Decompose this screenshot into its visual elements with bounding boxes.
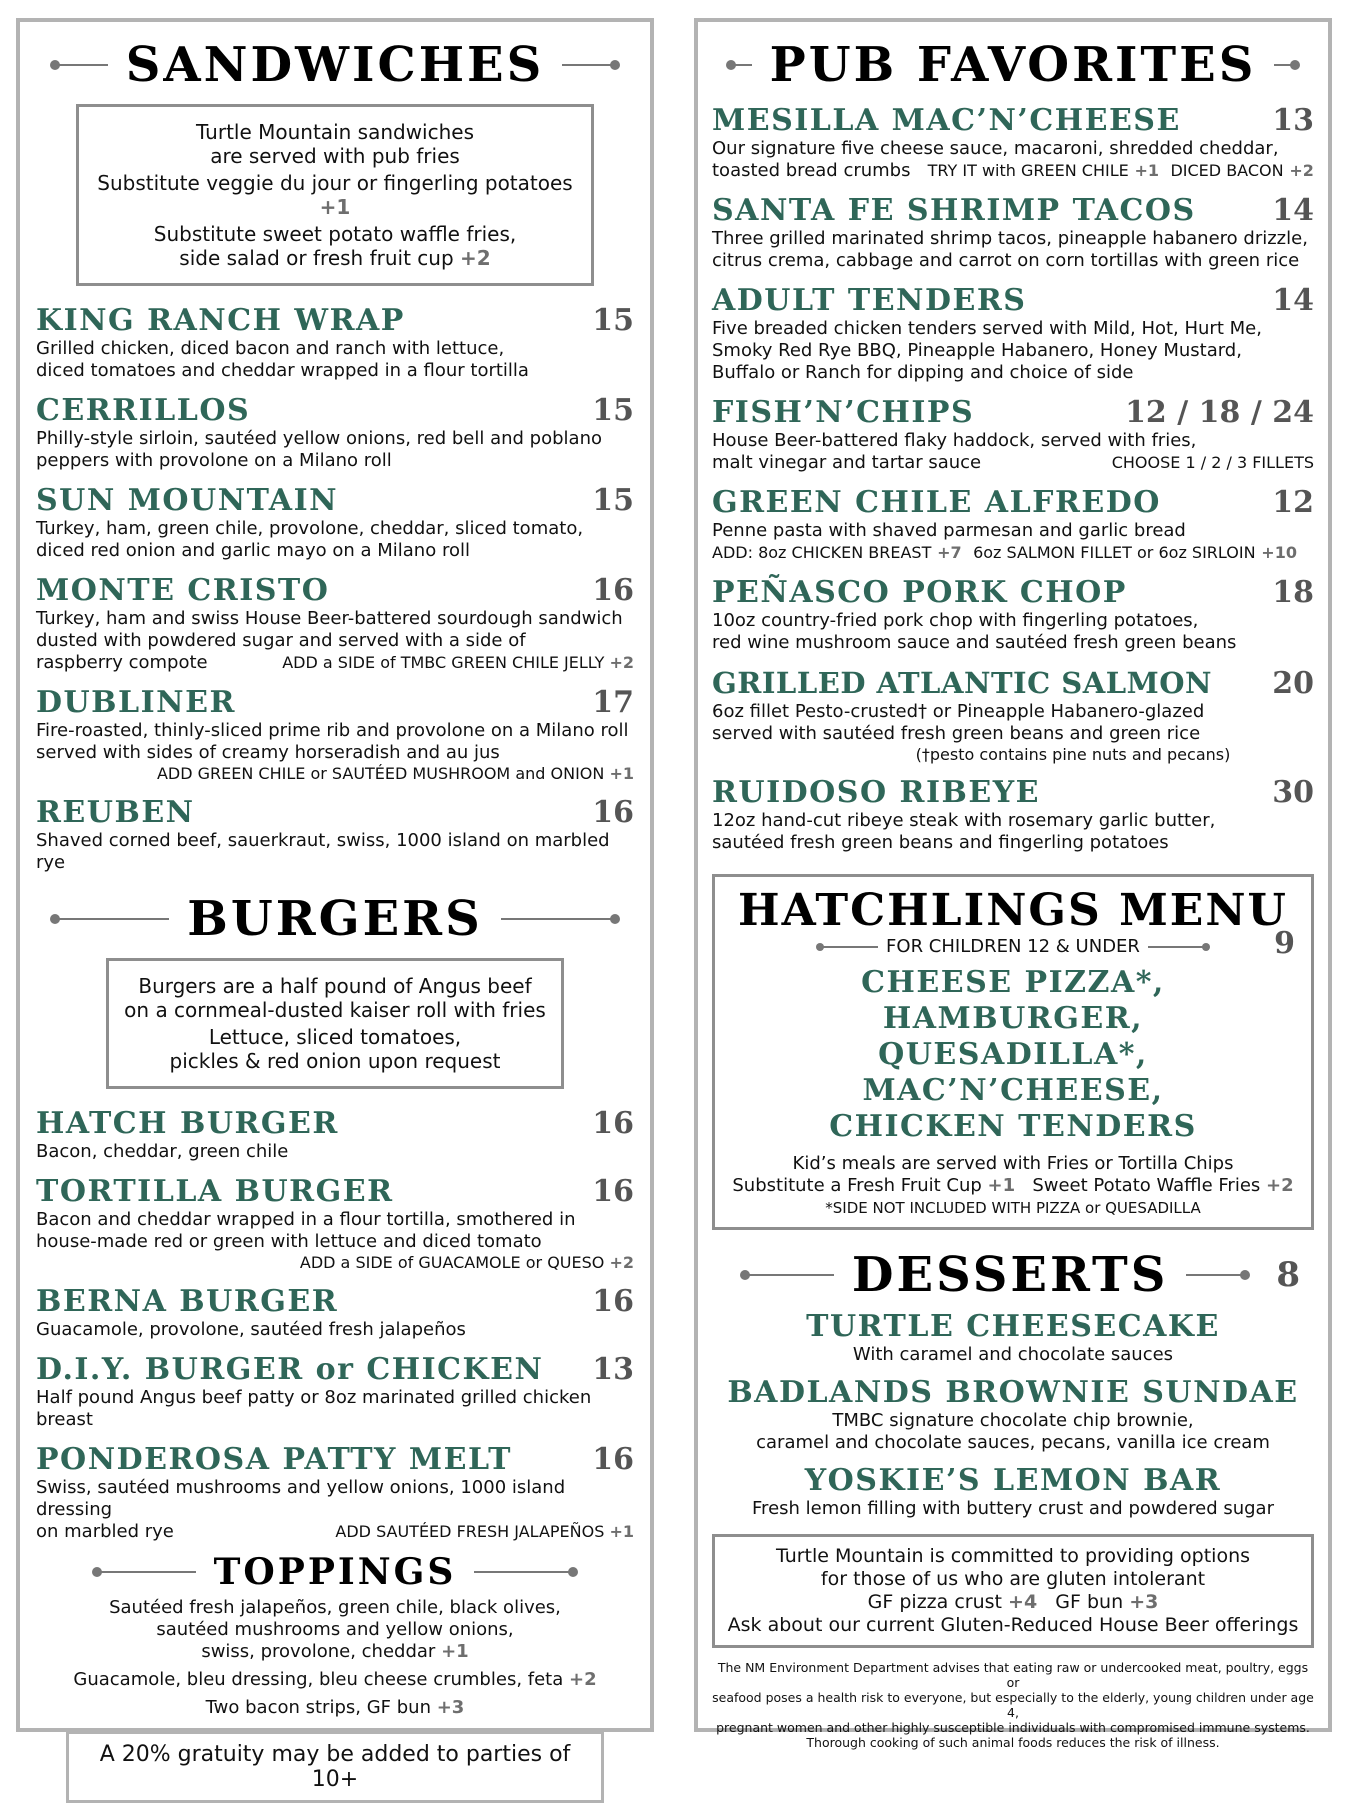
dessert-desc: TMBC signature chocolate chip brownie, — [832, 1410, 1194, 1431]
pub-favorites-title: PUB FAVORITES — [769, 37, 1257, 93]
toppings-line: swiss, provolone, cheddar — [201, 1641, 436, 1662]
header-rule-left — [744, 1274, 834, 1276]
header-rule-right — [474, 1571, 574, 1573]
item-desc: peppers with provolone on a Milano roll — [36, 450, 392, 471]
item-desc: diced red onion and garlic mayo on a Milano roll — [36, 540, 470, 561]
sandwiches-header — [36, 30, 634, 100]
hatchlings-age-note: FOR CHILDREN 12 & UNDER — [886, 936, 1140, 957]
upcharge: +1 — [987, 1175, 1016, 1196]
disclaimer-line: The NM Environment Department advises that eating raw or undercooked meat, poultry, eggs or — [717, 1660, 1309, 1690]
menu-item-king-ranch-wrap — [36, 304, 634, 382]
note-line: side salad or fresh fruit cup — [179, 246, 454, 270]
gf-line: Ask about our current Gluten-Reduced House Beer offerings — [727, 1614, 1299, 1636]
item-desc: House Beer-battered flaky haddock, served with fries, — [712, 430, 1197, 451]
hatchlings-subtitle — [731, 926, 1295, 961]
item-name: FISH’N’CHIPS — [712, 395, 975, 430]
item-desc: Five breaded chicken tenders served with Mild, Hot, Hurt Me, — [712, 318, 1262, 339]
item-addon: CHOOSE 1 / 2 / 3 FILLETS — [1111, 453, 1314, 472]
hatchlings-note: Kid’s meals are served with Fries or Tortilla Chips — [792, 1153, 1234, 1174]
burgers-note-box — [106, 958, 564, 1089]
note-line: Substitute veggie du jour or fingerling potatoes — [97, 171, 573, 195]
dessert-item-badlands-brownie-sundae — [712, 1376, 1314, 1454]
item-name: D.I.Y. BURGER or CHICKEN — [36, 1352, 544, 1387]
item-desc: Turkey, ham and swiss House Beer-battered sourdough sandwich — [36, 608, 623, 629]
item-name: PEÑASCO PORK CHOP — [712, 575, 1127, 610]
item-name: GREEN CHILE ALFREDO — [712, 485, 1161, 520]
upcharge: +1 — [319, 195, 351, 219]
menu-item-santa-fe-shrimp-tacos — [712, 194, 1314, 272]
item-name: HATCH BURGER — [36, 1106, 339, 1141]
item-name: SANTA FE SHRIMP TACOS — [712, 193, 1196, 228]
item-addon: ADD GREEN CHILE or SAUTÉED MUSHROOM and ONION — [156, 764, 605, 783]
toppings-line: sautéed mushrooms and yellow onions, — [156, 1619, 514, 1640]
note-line: pickles & red onion upon request — [169, 1049, 501, 1073]
toppings-line: Sautéed fresh jalapeños, green chile, black olives, — [109, 1597, 561, 1618]
header-rule-right — [501, 918, 616, 920]
item-desc: Our signature five cheese sauce, macaroni, shredded cheddar, — [712, 138, 1279, 159]
item-desc: citrus crema, cabbage and carrot on corn tortillas with green rice — [712, 250, 1300, 271]
upcharge: +1 — [609, 764, 634, 783]
item-desc: Bacon and cheddar wrapped in a flour tortilla, smothered in — [36, 1209, 576, 1230]
upcharge: +2 — [460, 246, 491, 270]
item-price: 30 — [1272, 775, 1314, 810]
toppings-line: Guacamole, bleu dressing, bleu cheese crumbles, feta — [73, 1669, 564, 1690]
desserts-price: 8 — [1276, 1255, 1301, 1295]
item-price: 13 — [592, 1352, 634, 1387]
sub-rule-left — [818, 946, 878, 948]
menu-item-ponderosa-patty-melt — [36, 1443, 634, 1543]
item-price: 15 — [592, 303, 634, 338]
menu-item-reuben — [36, 796, 634, 874]
gf-line: GF pizza crust — [867, 1591, 1002, 1613]
dessert-name: BADLANDS BROWNIE SUNDAE — [727, 1375, 1299, 1410]
item-price: 15 — [592, 393, 634, 428]
item-price: 16 — [592, 1442, 634, 1477]
menu-item-tortilla-burger — [36, 1175, 634, 1273]
disclaimer-line: pregnant women and other highly susceptible individuals with compromised immune systems. — [716, 1720, 1310, 1735]
item-desc: Bacon, cheddar, green chile — [36, 1141, 289, 1162]
burgers-header — [36, 884, 634, 954]
dessert-desc: Fresh lemon filling with buttery crust and powdered sugar — [752, 1498, 1274, 1519]
upcharge: +2 — [609, 1253, 634, 1272]
note-line: Substitute sweet potato waffle fries, — [153, 222, 517, 246]
gluten-free-box — [712, 1534, 1314, 1648]
menu-item-penasco-pork-chop — [712, 576, 1314, 654]
toppings-header — [36, 1547, 634, 1597]
menu-item-dubliner — [36, 686, 634, 784]
item-desc: malt vinegar and tartar sauce — [712, 452, 982, 473]
item-desc: Fire-roasted, thinly-sliced prime rib and provolone on a Milano roll — [36, 720, 629, 741]
item-desc: toasted bread crumbs — [712, 160, 911, 181]
item-name: DUBLINER — [36, 685, 236, 720]
item-name: KING RANCH WRAP — [36, 303, 405, 338]
hatchlings-menu-box — [712, 874, 1314, 1230]
item-name: RUIDOSO RIBEYE — [712, 775, 1040, 810]
item-price: 15 — [592, 483, 634, 518]
item-addon: 6oz SALMON FILLET or 6oz SIRLOIN — [973, 543, 1256, 562]
note-line: on a cornmeal-dusted kaiser roll with fries — [124, 998, 546, 1022]
item-desc: 12oz hand-cut ribeye steak with rosemary garlic butter, — [712, 810, 1216, 831]
hatchlings-price: 9 — [1274, 926, 1295, 961]
menu-item-grilled-atlantic-salmon — [712, 666, 1314, 764]
upcharge: +1 — [1134, 161, 1160, 180]
item-addon: DICED BACON — [1170, 161, 1284, 180]
header-rule-left — [54, 918, 169, 920]
item-desc: raspberry compote — [36, 652, 208, 673]
sandwiches-note-box — [76, 104, 594, 286]
item-desc: Smoky Red Rye BBQ, Pineapple Habanero, Honey Mustard, — [712, 340, 1242, 361]
hatchlings-footnote: *SIDE NOT INCLUDED WITH PIZZA or QUESADILLA — [825, 1199, 1201, 1217]
item-price: 16 — [592, 1174, 634, 1209]
item-price: 16 — [592, 573, 634, 608]
upcharge: +3 — [1129, 1591, 1159, 1613]
desserts-header — [712, 1240, 1314, 1310]
upcharge: +1 — [441, 1641, 469, 1662]
menu-item-sun-mountain — [36, 484, 634, 562]
header-rule-right — [1186, 1274, 1246, 1276]
burgers-title: BURGERS — [187, 891, 483, 947]
sandwiches-title: SANDWICHES — [125, 37, 545, 93]
item-price: 18 — [1272, 575, 1314, 610]
item-name: GRILLED ATLANTIC SALMON — [712, 666, 1212, 700]
hatchlings-note: Substitute a Fresh Fruit Cup — [732, 1175, 982, 1196]
upcharge: +1 — [609, 1522, 634, 1541]
note-line: Burgers are a half pound of Angus beef — [138, 974, 532, 998]
item-price: 16 — [592, 795, 634, 830]
upcharge: +2 — [1289, 161, 1314, 180]
item-desc: Penne pasta with shaved parmesan and garlic bread — [712, 520, 1186, 541]
note-line: Lettuce, sliced tomatoes, — [208, 1025, 462, 1049]
item-desc: diced tomatoes and cheddar wrapped in a flour tortilla — [36, 360, 529, 381]
left-menu-panel — [16, 18, 654, 1792]
item-price: 16 — [592, 1284, 634, 1319]
dessert-name: YOSKIE’S LEMON BAR — [804, 1463, 1222, 1498]
item-name: REUBEN — [36, 795, 195, 830]
item-desc: Shaved corned beef, sauerkraut, swiss, 1000 island on marbled rye — [36, 830, 610, 873]
item-desc: Half pound Angus beef patty or 8oz marinated grilled chicken breast — [36, 1387, 592, 1430]
upcharge: +4 — [1008, 1591, 1038, 1613]
item-name: MESILLA MAC’N’CHEESE — [712, 103, 1181, 138]
item-name: TORTILLA BURGER — [36, 1174, 394, 1209]
item-name: CERRILLOS — [36, 393, 251, 428]
item-addon: ADD SAUTÉED FRESH JALAPEÑOS — [335, 1522, 605, 1541]
gf-line: Turtle Mountain is committed to providing options — [775, 1545, 1251, 1567]
upcharge: +2 — [569, 1669, 597, 1690]
item-price: 20 — [1272, 666, 1314, 701]
item-name: ADULT TENDERS — [712, 283, 1027, 318]
item-footnote: (†pesto contains pine nuts and pecans) — [915, 745, 1231, 764]
gratuity-note — [66, 1731, 604, 1803]
menu-item-hatch-burger — [36, 1107, 634, 1163]
gratuity-text: A 20% gratuity may be added to parties of 10+ — [99, 1742, 571, 1792]
sub-rule-right — [1148, 946, 1208, 948]
item-desc: served with sides of creamy horseradish and au jus — [36, 742, 500, 763]
item-desc: Three grilled marinated shrimp tacos, pineapple habanero drizzle, — [712, 228, 1308, 249]
item-price: 16 — [592, 1106, 634, 1141]
item-desc: 10oz country-fried pork chop with fingerling potatoes, — [712, 610, 1199, 631]
upcharge: +2 — [609, 653, 634, 672]
menu-item-diy-burger — [36, 1353, 634, 1431]
toppings-line: Two bacon strips, GF bun — [205, 1697, 431, 1718]
note-line: Turtle Mountain sandwiches — [195, 120, 475, 144]
right-menu-panel — [694, 18, 1332, 1750]
menu-item-fish-n-chips — [712, 396, 1314, 474]
hatchlings-items — [731, 965, 1295, 1145]
item-desc: Guacamole, provolone, sautéed fresh jalapeños — [36, 1319, 466, 1340]
header-rule-left — [54, 64, 108, 66]
note-line: are served with pub fries — [210, 144, 460, 168]
disclaimer-line: seafood poses a health risk to everyone, but especially to the elderly, young children under age 4, — [712, 1690, 1314, 1720]
pub-favorites-header — [712, 30, 1314, 100]
item-addon: TRY IT with GREEN CHILE — [927, 161, 1129, 180]
item-desc: red wine mushroom sauce and sautéed fresh green beans — [712, 632, 1237, 653]
item-price: 13 — [1272, 103, 1314, 138]
upcharge: +2 — [1266, 1175, 1294, 1196]
menu-item-monte-cristo — [36, 574, 634, 674]
header-rule-left — [730, 64, 752, 66]
dessert-item-turtle-cheesecake — [712, 1310, 1314, 1366]
menu-item-green-chile-alfredo — [712, 486, 1314, 564]
desserts-title: DESSERTS — [851, 1247, 1169, 1303]
item-desc: served with sautéed fresh green beans and green rice — [712, 723, 1201, 744]
item-desc: Philly-style sirloin, sautéed yellow onions, red bell and poblano — [36, 428, 602, 449]
item-price: 14 — [1272, 283, 1314, 318]
item-addon: ADD a SIDE of TMBC GREEN CHILE JELLY — [282, 653, 605, 672]
item-price: 12 — [1272, 485, 1314, 520]
item-price: 14 — [1272, 193, 1314, 228]
item-name: MONTE CRISTO — [36, 573, 330, 608]
item-name: BERNA BURGER — [36, 1284, 339, 1319]
upcharge: +3 — [436, 1697, 465, 1718]
header-rule-right — [562, 64, 616, 66]
gf-line: for those of us who are gluten intolerant — [820, 1568, 1206, 1590]
dessert-desc: caramel and chocolate sauces, pecans, vanilla ice cream — [756, 1432, 1270, 1453]
health-disclaimer — [712, 1660, 1314, 1750]
item-name: PONDEROSA PATTY MELT — [36, 1442, 512, 1477]
gf-line: GF bun — [1055, 1591, 1124, 1613]
item-desc: Grilled chicken, diced bacon and ranch with lettuce, — [36, 338, 505, 359]
dessert-item-yoskies-lemon-bar — [712, 1464, 1314, 1520]
item-desc: Swiss, sautéed mushrooms and yellow onions, 1000 island dressing — [36, 1477, 566, 1520]
menu-item-mesilla-mac-n-cheese — [712, 104, 1314, 182]
toppings-list — [36, 1597, 634, 1719]
item-desc: Turkey, ham, green chile, provolone, cheddar, sliced tomato, — [36, 518, 584, 539]
menu-item-cerrillos — [36, 394, 634, 472]
item-desc: on marbled rye — [36, 1521, 174, 1542]
upcharge: +7 — [937, 543, 962, 562]
hatchlings-items-line: CHEESE PIZZA*, HAMBURGER, — [861, 965, 1165, 1036]
header-rule-right — [1274, 64, 1296, 66]
header-rule-left — [96, 1571, 196, 1573]
item-desc: dusted with powdered sugar and served with a side of — [36, 630, 526, 651]
item-desc: 6oz fillet Pesto-crusted† or Pineapple Habanero-glazed — [712, 701, 1205, 722]
hatchlings-note: Sweet Potato Waffle Fries — [1032, 1175, 1261, 1196]
dessert-desc: With caramel and chocolate sauces — [852, 1344, 1174, 1365]
item-desc: Buffalo or Ranch for dipping and choice of side — [712, 362, 1134, 383]
item-desc: house-made red or green with lettuce and diced tomato — [36, 1231, 542, 1252]
upcharge: +10 — [1261, 543, 1297, 562]
menu-item-adult-tenders — [712, 284, 1314, 384]
item-price: 12 / 18 / 24 — [1125, 395, 1314, 430]
hatchlings-title: HATCHLINGS MENU — [738, 885, 1288, 936]
hatchlings-items-line: CHICKEN TENDERS — [829, 1109, 1197, 1144]
disclaimer-line: Thorough cooking of such animal foods reduces the risk of illness. — [806, 1735, 1220, 1750]
toppings-title: TOPPINGS — [213, 1551, 457, 1593]
hatchlings-items-line: QUESADILLA*, MAC’N’CHEESE, — [862, 1037, 1164, 1108]
dessert-name: TURTLE CHEESECAKE — [806, 1309, 1220, 1344]
item-price: 17 — [592, 685, 634, 720]
item-desc: sautéed fresh green beans and fingerling potatoes — [712, 832, 1169, 853]
menu-item-berna-burger — [36, 1285, 634, 1341]
item-name: SUN MOUNTAIN — [36, 483, 339, 518]
item-addon: ADD: 8oz CHICKEN BREAST — [712, 543, 932, 562]
item-addon: ADD a SIDE of GUACAMOLE or QUESO — [299, 1253, 605, 1272]
menu-item-ruidoso-ribeye — [712, 776, 1314, 854]
